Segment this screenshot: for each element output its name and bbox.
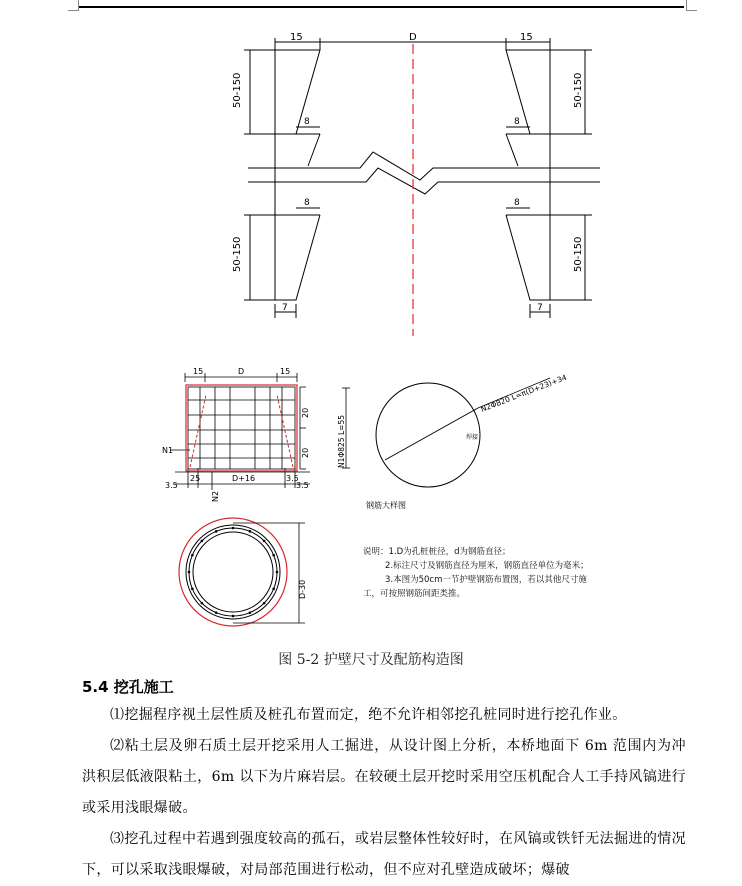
dim-side: 50-150 — [573, 72, 584, 108]
rebar-dot — [201, 540, 204, 543]
dim-8: 8 — [514, 198, 520, 208]
dim-side: 50-150 — [232, 236, 243, 272]
dim-d: D — [409, 32, 417, 43]
right-upper-wall — [506, 50, 550, 134]
left-upper-wall — [275, 50, 320, 134]
svg-text:15: 15 — [280, 367, 291, 376]
dim-side: 50-150 — [232, 72, 243, 108]
svg-text:3.5: 3.5 — [286, 474, 299, 483]
rebar-dot — [272, 554, 275, 557]
svg-text:N2Φ820 L=π(D+23)+34: N2Φ820 L=π(D+23)+34 — [479, 372, 568, 414]
rebar-dot — [191, 554, 194, 557]
ring-detail-title: 钢筋大样图 — [366, 501, 406, 510]
svg-text:3.5: 3.5 — [165, 481, 178, 490]
figure-notes — [363, 545, 663, 601]
paragraph-2: ⑵粘土层及卵石质土层开挖采用人工掘进，从设计图上分析，本桥地面下 6m 范围内为冲洪积层低液限粘土，6m 以下为片麻岩层。在较硬土层开挖时采用空压机配合人工手持风镐进行或采用浅眼爆破。 — [82, 738, 686, 816]
svg-text:焊接: 焊接 — [466, 434, 479, 441]
rebar-dot — [191, 588, 194, 591]
rebar-plan-diagram — [160, 360, 360, 510]
svg-text:20: 20 — [301, 447, 310, 458]
figure-caption: 图 5-2 护壁尺寸及配筋构造图 — [278, 652, 464, 668]
rebar-dot — [272, 588, 275, 591]
note-line: 工，可按照钢筋间距类推。 — [363, 589, 466, 599]
rebar-dot — [215, 530, 218, 533]
rebar-dot — [263, 602, 266, 605]
svg-text:15: 15 — [193, 367, 204, 376]
section-ring-diagram — [165, 515, 315, 635]
dim-8: 8 — [304, 117, 310, 127]
rebar-dot — [276, 571, 279, 574]
note-line: 说明：1.D为孔桩桩径，d为钢筋直径； — [363, 547, 511, 557]
break-line-lower — [248, 168, 600, 194]
rebar-dot — [263, 540, 266, 543]
note-line: 2.标注尺寸及钢筋直径为厘米，钢筋直径单位为毫米； — [385, 561, 589, 571]
svg-text:N2: N2 — [211, 490, 220, 502]
dim-7: 7 — [537, 303, 543, 313]
dim-8: 8 — [514, 117, 520, 127]
dim-15-right: 15 — [520, 32, 533, 43]
svg-text:N1: N1 — [162, 446, 174, 455]
rebar-dot — [249, 530, 252, 533]
dim-15-left: 15 — [290, 32, 303, 43]
section-heading: 5.4 挖孔施工 — [82, 678, 174, 696]
break-line-upper — [248, 152, 600, 180]
wall-profile-diagram — [0, 0, 742, 350]
svg-text:25: 25 — [190, 474, 201, 483]
paragraph-3: ⑶挖孔过程中若遇到强度较高的孤石，或岩层整体性较好时，在风镐或铁钎无法掘进的情况下，可以采取浅眼爆破，对局部范围进行松动，但不应对孔壁造成破坏；爆破 — [82, 831, 686, 878]
dim-7: 7 — [282, 303, 288, 313]
rebar-dot — [232, 615, 235, 618]
svg-text:D: D — [238, 367, 245, 376]
rebar-ring-detail — [360, 360, 600, 520]
rebar-dot — [232, 527, 235, 530]
rebar-dot — [188, 571, 191, 574]
svg-text:3.5: 3.5 — [296, 481, 309, 490]
rebar-dot — [201, 602, 204, 605]
dim-8: 8 — [304, 198, 310, 208]
note-line: 3.本图为50cm一节护壁钢筋布置图，若以其他尺寸施 — [385, 575, 587, 585]
svg-text:D+16: D+16 — [232, 474, 256, 483]
rebar-dot — [249, 611, 252, 614]
svg-text:20: 20 — [301, 407, 310, 418]
rebar-dot — [215, 611, 218, 614]
svg-text:N1Φ825 L=55: N1Φ825 L=55 — [337, 415, 346, 468]
section-dim: D-30 — [298, 579, 307, 599]
dim-side: 50-150 — [573, 236, 584, 272]
paragraph-1: ⑴挖掘程序视土层性质及桩孔布置而定，绝不允许相邻挖孔桩同时进行挖孔作业。 — [110, 707, 627, 723]
